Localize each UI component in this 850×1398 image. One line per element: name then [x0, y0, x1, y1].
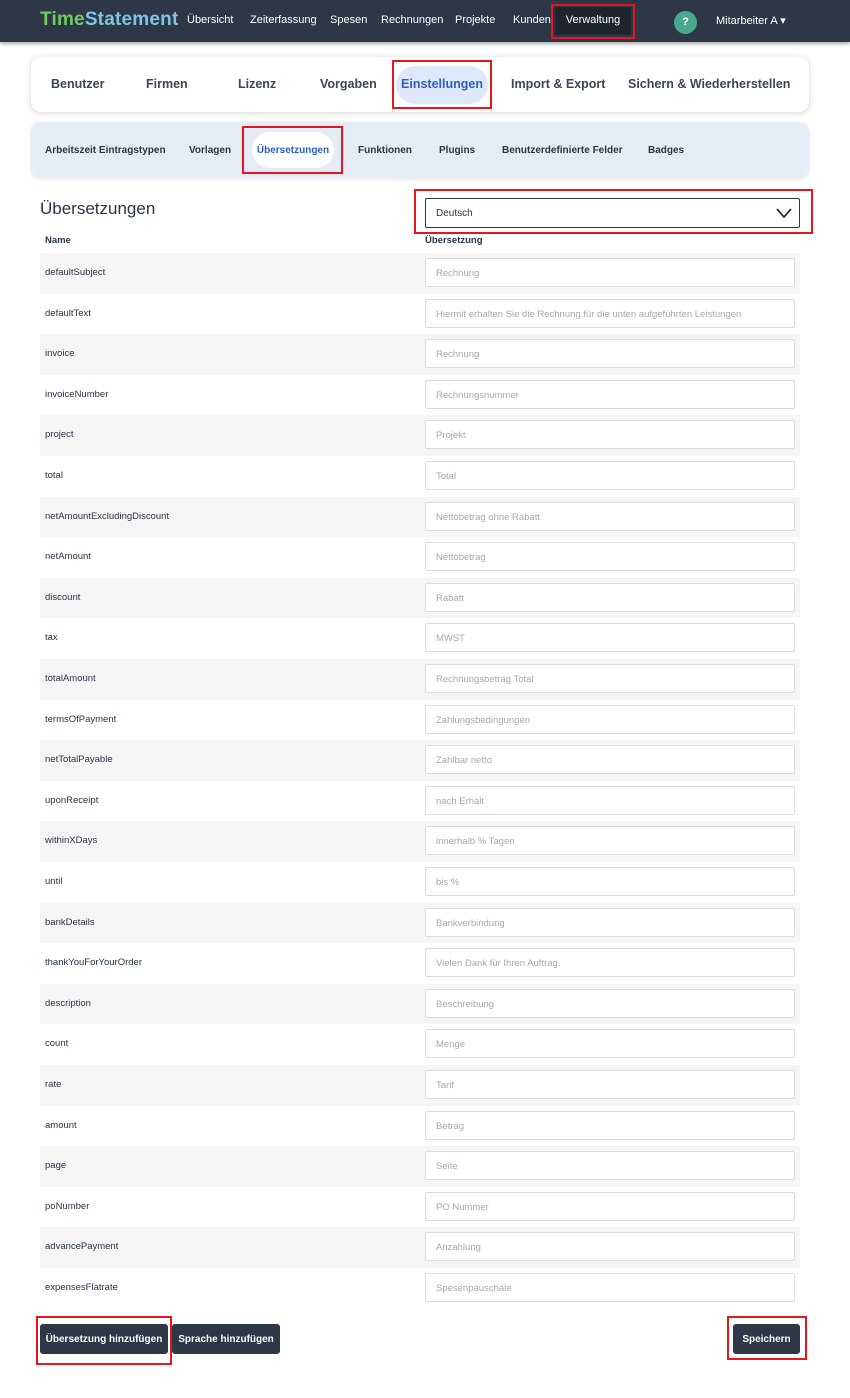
tab-firmen[interactable]: Firmen [146, 77, 188, 91]
table-row [40, 1187, 800, 1228]
table-row [40, 903, 800, 944]
translation-input[interactable]: PO Nummer [425, 1192, 795, 1221]
translation-input[interactable]: Rechnungsbetrag Total [425, 664, 795, 693]
table-row [40, 618, 800, 659]
table-row [40, 1024, 800, 1065]
subtab-plugins[interactable]: Plugins [439, 145, 476, 156]
chevron-down-icon [775, 205, 793, 221]
tab-benutzer[interactable]: Benutzer [51, 77, 105, 91]
table-row [40, 456, 800, 497]
translation-input[interactable]: Beschreibung [425, 989, 795, 1018]
translation-input[interactable]: Anzahlung [425, 1232, 795, 1261]
table-row [40, 1268, 800, 1309]
translation-input[interactable]: Zahlungsbedingungen [425, 705, 795, 734]
translation-input[interactable]: Betrag [425, 1111, 795, 1140]
translation-key: discount [45, 591, 81, 603]
table-row [40, 578, 800, 619]
app-logo[interactable] [40, 9, 178, 31]
translation-input[interactable]: Zahlbar netto [425, 745, 795, 774]
translation-input[interactable]: Bankverbindung [425, 908, 795, 937]
subtab-badges[interactable]: Badges [648, 145, 685, 156]
table-row [40, 821, 800, 862]
translation-key: defaultSubject [45, 267, 106, 278]
tab-lizenz[interactable]: Lizenz [238, 77, 277, 91]
translation-key: netAmount [45, 551, 91, 563]
translation-input[interactable]: Rechnung [425, 258, 795, 287]
table-row [40, 294, 800, 335]
translation-key: count [45, 1038, 69, 1050]
help-button[interactable]: ? [674, 11, 697, 34]
subtab-vorlagen[interactable]: Vorlagen [189, 145, 232, 156]
translation-key: invoice [45, 348, 75, 360]
translation-key: netAmountExcludingDiscount [45, 510, 170, 522]
translation-key: totalAmount [45, 673, 96, 684]
translation-key: expensesFlatrate [45, 1282, 118, 1293]
table-row [40, 497, 800, 538]
translation-key: amount [45, 1119, 77, 1131]
tab-vorgaben[interactable]: Vorgaben [320, 77, 377, 91]
translation-input[interactable]: Hiermit erhalten Sie die Rechnung für die unten aufgeführten Leistungen [425, 299, 795, 328]
translation-key: uponReceipt [45, 794, 99, 806]
translation-input[interactable]: MWST [425, 623, 795, 652]
tab-import-export[interactable]: Import & Export [511, 77, 606, 91]
nav-verwaltung[interactable]: Verwaltung [555, 7, 631, 35]
table-row [40, 659, 800, 700]
table-row [40, 1065, 800, 1106]
save-button[interactable]: Speichern [733, 1324, 800, 1354]
page-title: Übersetzungen [40, 199, 156, 218]
table-row [40, 375, 800, 416]
sub-tabs-card [31, 122, 809, 178]
table-row [40, 700, 800, 741]
translation-key: page [45, 1160, 67, 1172]
nav-zeiterfassung[interactable]: Zeiterfassung [250, 14, 317, 26]
tab-sichern-wiederherstellen[interactable]: Sichern & Wiederherstellen [628, 77, 791, 91]
table-row [40, 740, 800, 781]
subtab-benutzerdefinierte-felder[interactable]: Benutzerdefinierte Felder [502, 145, 623, 156]
translation-key: total [45, 470, 63, 481]
subtab-arbeitszeit-eintragstypen[interactable]: Arbeitszeit Eintragstypen [45, 145, 166, 156]
translation-input[interactable]: Rechnungsnummer [425, 380, 795, 409]
translation-key: withinXDays [45, 835, 98, 847]
translation-input[interactable]: Nettobetrag ohne Rabatt [425, 502, 795, 531]
table-row [40, 253, 800, 294]
translation-input[interactable]: nach Erhalt [425, 786, 795, 815]
subtab-funktionen[interactable]: Funktionen [358, 145, 412, 156]
nav-uebersicht[interactable]: Übersicht [187, 14, 234, 26]
translation-key: invoiceNumber [45, 388, 109, 400]
tab-einstellungen[interactable]: Einstellungen [396, 66, 488, 104]
table-row [40, 1146, 800, 1187]
top-navbar [0, 0, 850, 42]
language-select-value: Deutsch [436, 208, 473, 219]
translation-input[interactable]: Menge [425, 1029, 795, 1058]
logo-statement: Statement [84, 9, 179, 30]
user-menu[interactable]: Mitarbeiter A ▾ [716, 15, 786, 27]
translation-key: termsOfPayment [45, 713, 117, 725]
translation-key: project [45, 429, 74, 441]
translation-input[interactable]: Rechnung [425, 339, 795, 368]
nav-spesen[interactable]: Spesen [330, 14, 368, 26]
table-row [40, 943, 800, 984]
table-row [40, 862, 800, 903]
translation-key: until [45, 876, 63, 887]
translation-input[interactable]: Projekt [425, 420, 795, 449]
translation-key: poNumber [45, 1200, 90, 1212]
logo-time: Time [40, 9, 85, 30]
translation-input[interactable]: Spesenpauschale [425, 1273, 795, 1302]
translation-input[interactable]: Total [425, 461, 795, 490]
table-row [40, 415, 800, 456]
translation-key: advancePayment [45, 1241, 119, 1253]
add-translation-button[interactable]: Übersetzung hinzufügen [40, 1324, 168, 1354]
nav-kunden[interactable]: Kunden [513, 14, 551, 26]
translation-input[interactable]: bis % [425, 867, 795, 896]
main-tabs-card [31, 57, 809, 112]
translation-key: thankYouForYourOrder [45, 957, 142, 969]
table-row [40, 537, 800, 578]
add-language-button[interactable]: Sprache hinzufügen [172, 1324, 280, 1354]
translation-input[interactable]: innerhalb % Tagen [425, 826, 795, 855]
column-header-name: Name [45, 235, 71, 246]
translation-key: tax [45, 632, 58, 644]
translation-key: bankDetails [45, 916, 95, 928]
translation-key: defaultText [45, 307, 91, 319]
nav-rechnungen[interactable]: Rechnungen [381, 14, 444, 26]
language-select[interactable] [425, 198, 800, 228]
translation-key: rate [45, 1079, 62, 1090]
translation-key: description [45, 997, 91, 1009]
table-row [40, 1106, 800, 1147]
column-header-translation: Übersetzung [425, 235, 483, 246]
table-row [40, 334, 800, 375]
nav-projekte[interactable]: Projekte [455, 14, 496, 26]
translation-input[interactable]: Rabatt [425, 583, 795, 612]
translation-input[interactable]: Seite [425, 1151, 795, 1180]
translation-key: netTotalPayable [45, 754, 113, 766]
translation-input[interactable]: Tarif [425, 1070, 795, 1099]
table-row [40, 984, 800, 1025]
translation-input[interactable]: Vielen Dank für Ihren Auftrag. [425, 948, 795, 977]
table-row [40, 1227, 800, 1268]
translation-input[interactable]: Nettobetrag [425, 542, 795, 571]
subtab-uebersetzungen[interactable]: Übersetzungen [252, 132, 334, 168]
table-row [40, 781, 800, 822]
